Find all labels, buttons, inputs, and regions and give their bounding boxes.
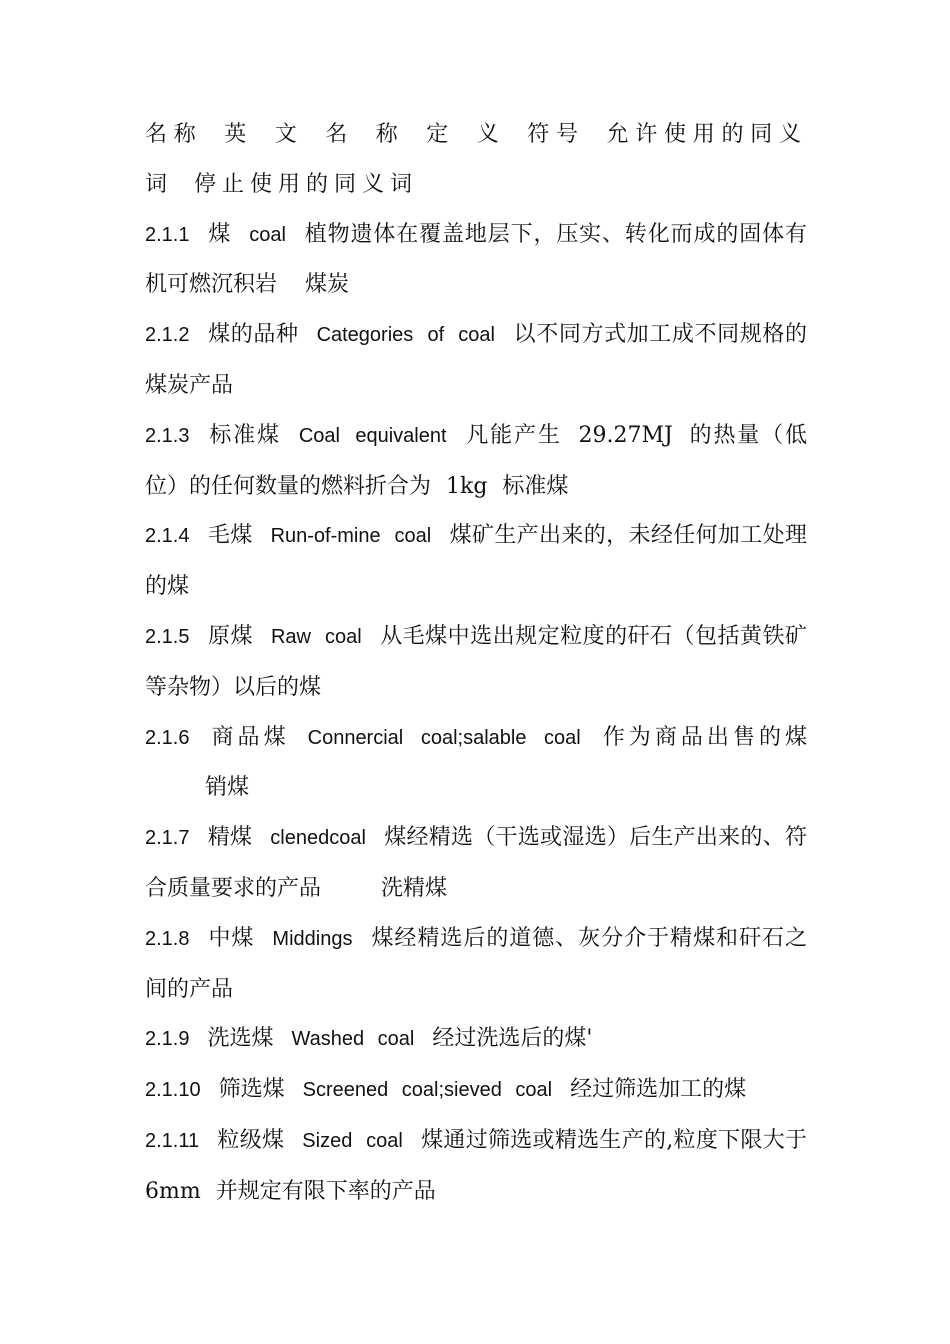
term-definition: 煤通过筛选或精选生产的,粒度下限大于 6mm 并规定有限下率的产品 [145, 1127, 807, 1204]
document-page [145, 110, 807, 1217]
term-definition: 作为商品出售的煤 [598, 724, 807, 750]
term-definition: 以不同方式加工成不同规格的煤炭产品 [145, 322, 807, 398]
table-header-line: 名称 英 文 名 称 定 义 符号 允许使用的同义词 停止使用的同义词 [145, 122, 807, 197]
term-number: 2.1.3 [145, 424, 190, 447]
term-number: 2.1.1 [145, 223, 190, 246]
term-definition: 凡能产生 29.27MJ 的热量（低位）的任何数量的燃料折合为 1kg 标准煤 [145, 422, 807, 499]
term-definition: 煤矿生产出来的，未经任何加工处理的煤 [145, 523, 807, 600]
term-name: 毛煤 [207, 523, 253, 549]
term-definition: 煤经精选（干选或湿选）后生产出来的、符合质量要求的产品 [145, 825, 807, 901]
term-number: 2.1.6 [145, 726, 190, 749]
term-entry [145, 1014, 807, 1065]
term-number: 2.1.7 [145, 827, 190, 850]
term-definition: 经过洗选后的煤' [432, 1026, 593, 1052]
term-name: 筛选煤 [218, 1077, 285, 1103]
term-entry [145, 310, 807, 411]
term-english: coal [249, 223, 286, 246]
term-entry [145, 511, 807, 612]
term-number: 2.1.10 [145, 1079, 201, 1102]
term-number: 2.1.2 [145, 324, 190, 347]
term-entry [145, 612, 807, 713]
term-entry [145, 914, 807, 1015]
term-number: 2.1.4 [145, 525, 190, 548]
term-entry [145, 813, 807, 914]
term-name: 煤的品种 [207, 322, 299, 348]
term-name: 精煤 [207, 825, 253, 851]
term-name: 中煤 [207, 925, 255, 951]
term-english: Middings [272, 927, 353, 950]
term-english: Sized coal [302, 1129, 403, 1152]
term-name: 商品煤 [207, 724, 290, 750]
term-entry [145, 210, 807, 311]
term-name: 原煤 [207, 623, 253, 649]
term-definition: 从毛煤中选出规定粒度的矸石（包括黄铁矿等杂物）以后的煤 [145, 623, 807, 700]
term-entry [145, 411, 807, 512]
term-entry [145, 1065, 807, 1116]
term-english: Coal equivalent [298, 424, 447, 447]
term-number: 2.1.11 [145, 1129, 200, 1152]
term-definition: 植物遗体在覆盖地层下，压实、转化而成的固体有机可燃沉积岩 [145, 221, 807, 298]
term-number: 2.1.5 [145, 625, 190, 648]
term-name: 洗选煤 [207, 1026, 274, 1052]
term-synonym: 洗精煤 [381, 875, 448, 901]
term-name: 煤 [207, 221, 232, 247]
term-name: 标准煤 [207, 422, 281, 448]
term-synonym: 煤炭 [305, 272, 350, 298]
term-english: Connercial coal;salable coal [307, 726, 581, 749]
term-english: Washed coal [291, 1028, 415, 1051]
term-synonym: 销煤 [205, 775, 250, 801]
term-entry [145, 1116, 807, 1217]
term-definition: 煤经精选后的道德、灰分介于精煤和矸石之间的产品 [145, 925, 807, 1002]
term-english: Raw coal [270, 625, 362, 648]
term-definition: 经过筛选加工的煤 [570, 1077, 747, 1103]
term-name: 粒级煤 [217, 1127, 285, 1153]
term-english: clenedcoal [270, 827, 366, 850]
term-entry [145, 713, 807, 814]
term-number: 2.1.8 [145, 927, 190, 950]
term-english: Categories of coal [316, 324, 495, 347]
term-english: Screened coal;sieved coal [302, 1079, 553, 1102]
term-english: Run-of-mine coal [270, 525, 432, 548]
term-number: 2.1.9 [145, 1028, 190, 1051]
